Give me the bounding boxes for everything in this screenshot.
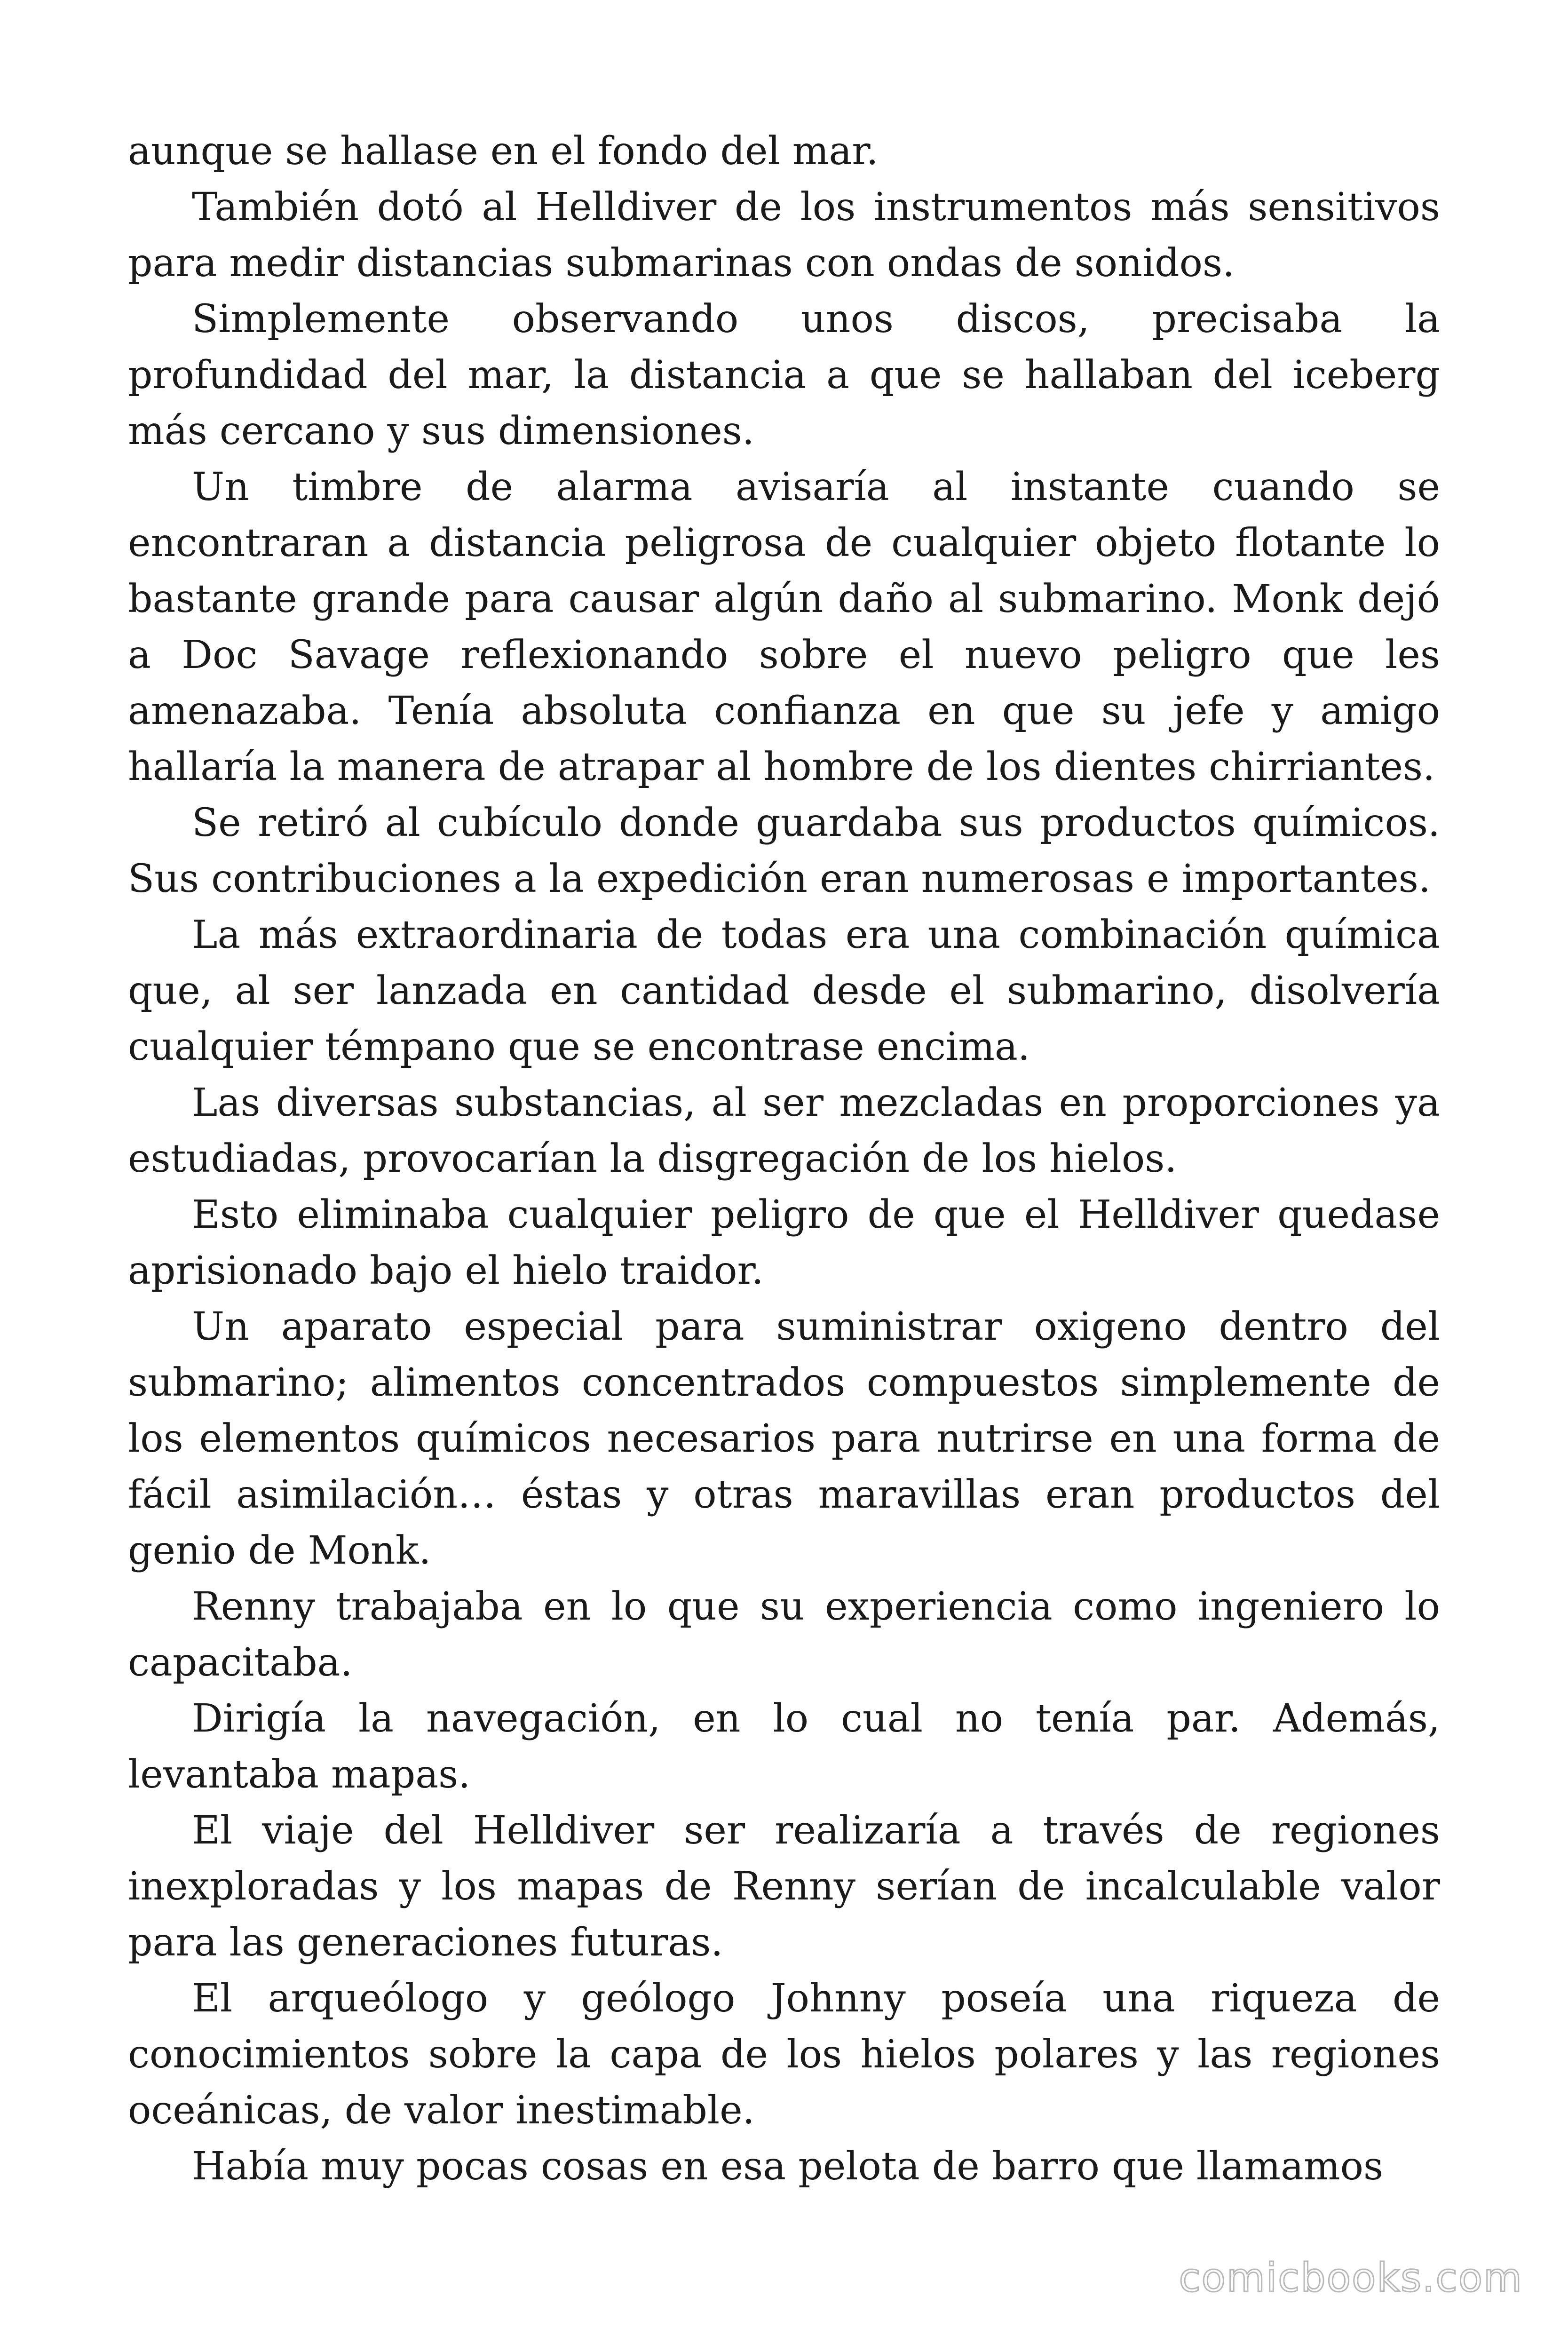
page-text [128, 123, 1440, 2194]
paragraph-12: El viaje del Helldiver ser realizaría a través de regiones inexploradas y los mapas de Renny serían de incalculable valor para las generaciones futuras. [128, 1808, 1440, 1965]
paragraph-5: Se retiró al cubículo donde guardaba sus productos químicos. Sus contribuciones a la expedición eran numerosas e importantes. [128, 801, 1440, 901]
paragraph-10: Renny trabajaba en lo que su experiencia como ingeniero lo capacitaba. [128, 1584, 1440, 1685]
watermark: comicbooks.com [1179, 2255, 1523, 2301]
paragraph-11: Dirigía la navegación, en lo cual no tenía par. Además, levantaba mapas. [128, 1696, 1440, 1797]
paragraph-1: aunque se hallase en el fondo del mar. [128, 129, 879, 174]
paragraph-7: Las diversas substancias, al ser mezcladas en proporciones ya estudiadas, provocarían la disgregación de los hielos. [128, 1081, 1440, 1181]
paragraph-2: También dotó al Helldiver de los instrumentos más sensitivos para medir distancias submarinas con ondas de sonidos. [128, 185, 1440, 286]
paragraph-4: Un timbre de alarma avisaría al instante cuando se encontraran a distancia peligrosa de cualquier objeto flotante lo bastante grande para causar algún daño al submarino. Monk dejó a Doc Savage reflexionando sobre el nuevo peligro que les amenazaba. Tenía absoluta confianza en que su jefe y amigo hallaría la manera de atrapar al hombre de los dientes chirriantes. [128, 465, 1440, 789]
paragraph-14: Había muy pocas cosas en esa pelota de barro que llamamos [192, 2144, 1384, 2189]
paragraph-13: El arqueólogo y geólogo Johnny poseía una riqueza de conocimientos sobre la capa de los hielos polares y las regiones oceánicas, de valor inestimable. [128, 1976, 1440, 2133]
paragraph-3: Simplemente observando unos discos, precisaba la profundidad del mar, la distancia a que se hallaban del iceberg más cercano y sus dimensiones. [128, 297, 1440, 453]
paragraph-6: La más extraordinaria de todas era una combinación química que, al ser lanzada en cantidad desde el submarino, disolvería cualquier témpano que se encontrase encima. [128, 913, 1440, 1069]
paragraph-8: Esto eliminaba cualquier peligro de que el Helldiver quedase aprisionado bajo el hielo traidor. [128, 1192, 1440, 1293]
paragraph-9: Un aparato especial para suministrar oxigeno dentro del submarino; alimentos concentrados compuestos simplemente de los elementos químicos necesarios para nutrirse en una forma de fácil asimilación… éstas y otras maravillas eran productos del genio de Monk. [128, 1304, 1440, 1573]
